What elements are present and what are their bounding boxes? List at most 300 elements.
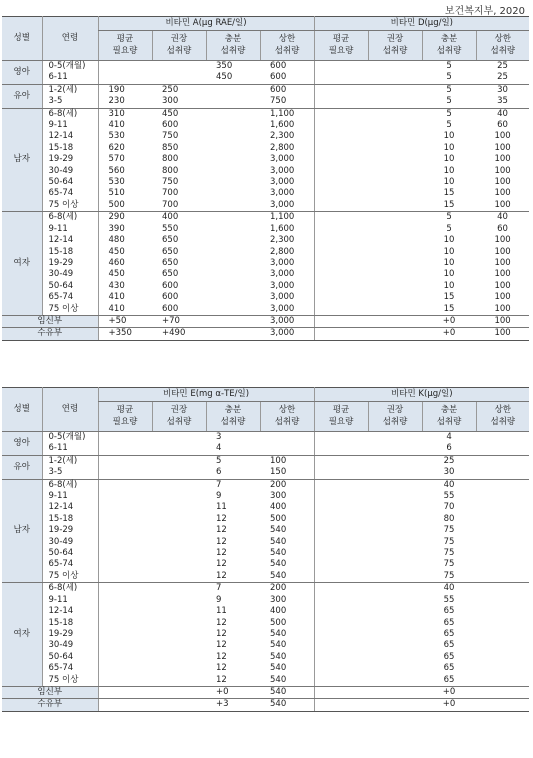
value-cell	[152, 595, 206, 606]
value-cell: +3	[206, 699, 260, 711]
value-cell: 30	[497, 84, 508, 95]
value-cell	[152, 663, 206, 674]
value-cell: 15	[443, 292, 455, 303]
value-cell: 35	[476, 96, 529, 108]
table-row	[2, 166, 529, 177]
value-cell	[152, 675, 206, 687]
value-cell: 65	[422, 675, 476, 687]
group-label: 여자	[2, 212, 42, 316]
group-label: 유아	[2, 455, 42, 479]
value-cell: 850	[162, 142, 179, 153]
value-cell	[206, 224, 260, 235]
value-cell	[314, 96, 368, 108]
value-cell: 3,000	[260, 328, 314, 340]
value-cell: 9	[216, 491, 222, 502]
value-cell: 6	[206, 467, 260, 479]
value-cell: 80	[443, 513, 455, 524]
value-cell: 3,000	[270, 280, 295, 291]
value-cell: 300	[270, 491, 287, 502]
header-subcolumn: 평균 필요량	[314, 31, 368, 61]
value-cell	[260, 432, 314, 444]
age-cell: 19-29	[42, 258, 98, 269]
value-cell: 620	[98, 143, 152, 154]
value-cell	[476, 699, 529, 711]
value-cell	[314, 84, 368, 96]
age-cell: 9-11	[42, 491, 98, 502]
age-cell: 15-18	[42, 247, 98, 258]
header-subcolumn: 상한 섭취량	[476, 402, 529, 432]
value-cell: 5	[446, 223, 452, 234]
value-cell	[368, 224, 422, 235]
value-cell: 10	[443, 246, 455, 257]
value-cell: 15	[443, 188, 455, 199]
value-cell: 5	[422, 96, 476, 108]
value-cell: 10	[443, 154, 455, 165]
value-cell	[98, 618, 152, 629]
group-label: 영아	[2, 432, 42, 456]
value-cell: 4	[446, 432, 452, 442]
value-cell	[476, 571, 529, 583]
value-cell: 600	[162, 280, 179, 291]
value-cell: 75	[443, 559, 455, 570]
header-subcolumn: 충분 섭취량	[422, 31, 476, 61]
value-cell: 40	[497, 212, 508, 223]
value-cell	[98, 663, 152, 674]
table-row	[2, 491, 529, 502]
value-cell: 460	[98, 258, 152, 269]
value-cell: 100	[494, 257, 511, 268]
value-cell: 11	[216, 502, 227, 513]
source-note: 보건복지부, 2020	[444, 6, 525, 17]
table-row	[2, 525, 529, 536]
age-cell: 6-8(세)	[42, 108, 98, 120]
value-cell	[314, 177, 368, 188]
header-sex: 성별	[2, 388, 42, 432]
value-cell: 750	[162, 131, 179, 142]
value-cell: 10	[443, 280, 455, 291]
value-cell: 400	[270, 502, 287, 513]
age-cell: 9-11	[42, 224, 98, 235]
value-cell	[152, 61, 206, 73]
header-age: 연령	[42, 388, 98, 432]
value-cell: 10	[443, 165, 455, 176]
value-cell	[368, 571, 422, 583]
age-cell: 1-2(세)	[42, 84, 98, 96]
value-cell	[314, 188, 368, 199]
age-cell: 12-14	[42, 235, 98, 246]
table-row	[2, 61, 529, 73]
value-cell	[206, 315, 260, 327]
value-cell: 450	[98, 247, 152, 258]
value-cell: 55	[443, 594, 455, 605]
value-cell: 700	[162, 188, 179, 199]
value-cell: 5	[216, 455, 222, 466]
value-cell	[206, 281, 260, 292]
value-cell: 12	[216, 663, 227, 674]
value-cell	[476, 525, 529, 536]
value-cell	[314, 571, 368, 583]
value-cell: 480	[98, 235, 152, 246]
value-cell: 5	[422, 72, 476, 84]
value-cell	[206, 247, 260, 258]
group-label: 수유부	[2, 699, 98, 711]
value-cell	[368, 686, 422, 698]
table-row	[2, 537, 529, 548]
table-row	[2, 143, 529, 154]
value-cell	[206, 96, 260, 108]
table-row	[2, 548, 529, 559]
value-cell: 650	[162, 246, 179, 257]
value-cell	[98, 675, 152, 687]
value-cell	[368, 514, 422, 525]
value-cell: 400	[162, 212, 179, 223]
table-row	[2, 108, 529, 120]
age-cell: 50-64	[42, 177, 98, 188]
value-cell	[98, 502, 152, 513]
value-cell: 510	[98, 188, 152, 199]
value-cell: 40	[497, 108, 508, 119]
value-cell: 650	[162, 257, 179, 268]
header-subcolumn: 권장 섭취량	[368, 31, 422, 61]
table-row	[2, 479, 529, 491]
value-cell	[314, 120, 368, 131]
value-cell	[152, 652, 206, 663]
value-cell	[476, 618, 529, 629]
value-cell: 100	[494, 269, 511, 280]
value-cell: 2,800	[270, 246, 295, 257]
value-cell: 3,000	[260, 200, 314, 212]
value-cell	[152, 640, 206, 651]
value-cell	[368, 699, 422, 711]
value-cell	[368, 304, 422, 316]
value-cell	[152, 537, 206, 548]
value-cell	[152, 525, 206, 536]
table-row	[2, 640, 529, 651]
age-cell: 65-74	[42, 663, 98, 674]
value-cell	[314, 131, 368, 142]
value-cell: 600	[260, 72, 314, 84]
value-cell	[206, 328, 260, 340]
table-row	[2, 247, 529, 258]
value-cell	[368, 559, 422, 570]
value-cell	[314, 502, 368, 513]
age-cell: 30-49	[42, 166, 98, 177]
table-row	[2, 675, 529, 687]
table-row	[2, 455, 529, 467]
value-cell: 250	[162, 84, 179, 95]
value-cell: 25	[497, 61, 508, 71]
value-cell	[152, 548, 206, 559]
value-cell	[314, 514, 368, 525]
table-row	[2, 699, 529, 711]
value-cell	[476, 479, 529, 491]
value-cell	[368, 502, 422, 513]
value-cell	[206, 258, 260, 269]
value-cell	[152, 571, 206, 583]
value-cell: 10	[443, 177, 455, 188]
value-cell: 10	[443, 235, 455, 246]
table-row	[2, 571, 529, 583]
value-cell	[368, 200, 422, 212]
value-cell	[476, 537, 529, 548]
value-cell: 500	[270, 513, 287, 524]
value-cell: 5	[446, 120, 452, 131]
value-cell	[314, 618, 368, 629]
value-cell	[368, 166, 422, 177]
value-cell: 65	[443, 651, 455, 662]
value-cell	[314, 606, 368, 617]
header-subcolumn: 권장 섭취량	[368, 402, 422, 432]
value-cell	[206, 143, 260, 154]
value-cell: 40	[443, 479, 455, 490]
age-cell: 75 이상	[42, 571, 98, 583]
value-cell	[152, 559, 206, 570]
value-cell	[206, 131, 260, 142]
group-label: 영아	[2, 61, 42, 85]
age-cell: 6-8(세)	[42, 212, 98, 224]
header-age: 연령	[42, 17, 98, 61]
value-cell: 190	[98, 84, 152, 96]
value-cell	[206, 166, 260, 177]
table-row	[2, 269, 529, 280]
value-cell: 100	[494, 165, 511, 176]
value-cell: 150	[260, 467, 314, 479]
value-cell: 100	[494, 188, 511, 199]
value-cell	[206, 212, 260, 224]
header-group-right: 비타민 D(μg/일)	[314, 17, 529, 31]
table-row	[2, 281, 529, 292]
value-cell: 700	[152, 200, 206, 212]
value-cell	[98, 432, 152, 444]
value-cell	[476, 502, 529, 513]
value-cell: 7	[216, 583, 222, 594]
value-cell	[152, 443, 206, 455]
value-cell: 600	[152, 304, 206, 316]
value-cell: 540	[270, 559, 287, 570]
value-cell	[368, 154, 422, 165]
value-cell: 60	[497, 120, 508, 131]
age-cell: 75 이상	[42, 304, 98, 316]
value-cell	[368, 629, 422, 640]
value-cell: 540	[260, 571, 314, 583]
value-cell	[314, 304, 368, 316]
value-cell: 300	[270, 594, 287, 605]
value-cell: 200	[270, 479, 287, 490]
value-cell	[206, 292, 260, 303]
value-cell	[98, 72, 152, 84]
age-cell: 6-11	[42, 443, 98, 455]
value-cell	[152, 606, 206, 617]
table-row	[2, 315, 529, 327]
value-cell	[152, 491, 206, 502]
value-cell	[476, 663, 529, 674]
value-cell: 540	[270, 651, 287, 662]
value-cell	[98, 514, 152, 525]
value-cell: 500	[270, 617, 287, 628]
age-cell: 12-14	[42, 606, 98, 617]
value-cell: 65	[443, 640, 455, 651]
age-cell: 50-64	[42, 652, 98, 663]
value-cell	[368, 548, 422, 559]
value-cell: 3,000	[270, 257, 295, 268]
value-cell	[152, 72, 206, 84]
value-cell: 290	[98, 212, 152, 224]
group-label: 여자	[2, 583, 42, 687]
age-cell: 15-18	[42, 618, 98, 629]
value-cell	[314, 652, 368, 663]
value-cell	[314, 595, 368, 606]
age-cell: 12-14	[42, 502, 98, 513]
value-cell	[314, 537, 368, 548]
value-cell	[368, 120, 422, 131]
value-cell: 750	[162, 177, 179, 188]
age-cell: 6-8(세)	[42, 583, 98, 595]
age-cell: 6-11	[42, 72, 98, 84]
group-label: 임신부	[2, 686, 98, 698]
table-row	[2, 686, 529, 698]
value-cell: 390	[98, 224, 152, 235]
value-cell: 560	[98, 166, 152, 177]
value-cell: 100	[476, 328, 529, 340]
value-cell	[476, 652, 529, 663]
value-cell: 100	[494, 177, 511, 188]
value-cell	[368, 537, 422, 548]
value-cell	[152, 479, 206, 491]
value-cell: 570	[98, 154, 152, 165]
value-cell: 530	[98, 131, 152, 142]
table-row	[2, 292, 529, 303]
age-cell: 30-49	[42, 269, 98, 280]
age-cell: 30-49	[42, 537, 98, 548]
value-cell: 450	[98, 269, 152, 280]
value-cell	[476, 583, 529, 595]
value-cell: 12	[216, 525, 227, 536]
value-cell	[98, 640, 152, 651]
value-cell: +0	[422, 686, 476, 698]
value-cell: 10	[443, 257, 455, 268]
value-cell: 410	[98, 304, 152, 316]
value-cell: 3,000	[270, 177, 295, 188]
value-cell: 65	[443, 606, 455, 617]
table-row	[2, 177, 529, 188]
table-row	[2, 618, 529, 629]
table-row	[2, 443, 529, 455]
value-cell: 100	[494, 142, 511, 153]
value-cell: 10	[443, 131, 455, 142]
value-cell: 450	[162, 108, 179, 119]
value-cell: 9	[216, 594, 222, 605]
value-cell	[476, 595, 529, 606]
value-cell: 540	[260, 699, 314, 711]
table-row	[2, 120, 529, 131]
value-cell	[98, 559, 152, 570]
value-cell	[206, 108, 260, 120]
value-cell	[368, 455, 422, 467]
value-cell: 6	[422, 443, 476, 455]
value-cell	[314, 108, 368, 120]
value-cell: 12	[216, 628, 227, 639]
value-cell	[368, 432, 422, 444]
value-cell	[98, 443, 152, 455]
age-cell: 0-5(개월)	[42, 61, 98, 73]
value-cell	[152, 686, 206, 698]
table-row	[2, 235, 529, 246]
value-cell	[314, 663, 368, 674]
value-cell: 12	[216, 559, 227, 570]
age-cell: 75 이상	[42, 200, 98, 212]
table-row	[2, 72, 529, 84]
value-cell: 540	[270, 640, 287, 651]
header-subcolumn: 권장 섭취량	[152, 31, 206, 61]
value-cell	[476, 455, 529, 467]
age-cell: 9-11	[42, 595, 98, 606]
age-cell: 19-29	[42, 525, 98, 536]
table-row	[2, 652, 529, 663]
value-cell	[206, 84, 260, 96]
value-cell: 12	[216, 548, 227, 559]
value-cell: 55	[443, 491, 455, 502]
value-cell: +0	[422, 315, 476, 327]
value-cell	[368, 663, 422, 674]
age-cell: 1-2(세)	[42, 455, 98, 467]
age-cell: 65-74	[42, 188, 98, 199]
value-cell	[368, 606, 422, 617]
group-label: 임신부	[2, 315, 98, 327]
value-cell	[314, 292, 368, 303]
table-row	[2, 606, 529, 617]
value-cell: 600	[270, 84, 287, 95]
value-cell: 550	[162, 223, 179, 234]
value-cell	[476, 467, 529, 479]
value-cell	[368, 479, 422, 491]
value-cell: 1,100	[270, 212, 295, 223]
value-cell	[368, 583, 422, 595]
age-cell: 65-74	[42, 292, 98, 303]
value-cell	[368, 618, 422, 629]
value-cell	[98, 571, 152, 583]
value-cell	[152, 432, 206, 444]
value-cell	[314, 61, 368, 73]
value-cell	[260, 443, 314, 455]
value-cell: 100	[494, 235, 511, 246]
table-row	[2, 467, 529, 479]
value-cell	[152, 455, 206, 467]
value-cell	[206, 154, 260, 165]
value-cell	[314, 559, 368, 570]
value-cell	[206, 235, 260, 246]
value-cell	[314, 328, 368, 340]
value-cell: 12	[216, 640, 227, 651]
value-cell: 1,600	[270, 120, 295, 131]
value-cell: +0	[422, 699, 476, 711]
value-cell: 100	[494, 280, 511, 291]
value-cell	[98, 491, 152, 502]
age-cell: 3-5	[42, 467, 98, 479]
value-cell: 3,000	[260, 304, 314, 316]
value-cell	[368, 525, 422, 536]
value-cell	[314, 269, 368, 280]
value-cell	[476, 432, 529, 444]
group-label: 남자	[2, 479, 42, 583]
value-cell	[368, 143, 422, 154]
age-cell: 6-8(세)	[42, 479, 98, 491]
table-row	[2, 595, 529, 606]
value-cell	[368, 188, 422, 199]
header-subcolumn: 상한 섭취량	[260, 31, 314, 61]
header-subcolumn: 상한 섭취량	[260, 402, 314, 432]
value-cell	[476, 675, 529, 687]
table-row	[2, 258, 529, 269]
